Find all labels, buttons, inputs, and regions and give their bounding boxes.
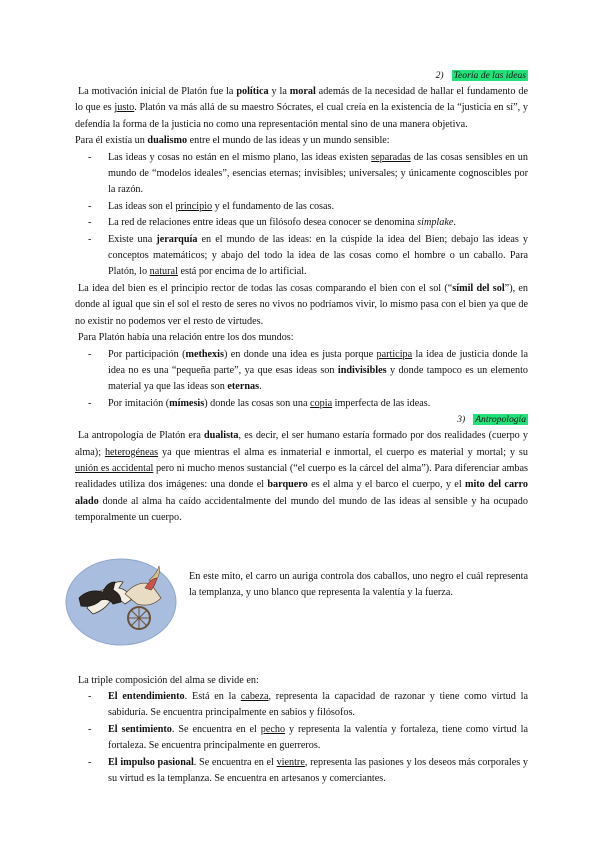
figure-caption: En este mito, el carro un auriga controla dos caballos, uno negro el cuál representa la templanza, y uno blanco que representa la valentía y la fuerza. — [189, 570, 528, 598]
section-heading-ideas: 2) Teoría de las ideas — [435, 70, 526, 81]
list-soul-parts — [75, 689, 528, 787]
chariot-figure — [75, 558, 528, 646]
section-heading-anthropology: 3) Antropología — [457, 414, 526, 426]
list-item: - El impulso pasional. Se encuentra en el vientre, representa las pasiones y los deseos más corporales y su virtud es la templanza. Se encuentra en artesanos y comerciantes. — [88, 756, 528, 784]
paragraph-motivation: La motivación inicial de Platón fue la política y la moral además de la necesidad de hallar el fundamento de lo que es justo. Platón va más allá de su maestro Sócrates, el cual creía en la existencia de la “justicia en sí”, y defendía la forma de la justicia no como una representación mental sino de una manera objetiva. — [75, 86, 528, 130]
list-item: - Existe una jerarquía en el mundo de las ideas: en la cúspide la idea del Bien; debajo las ideas y conceptos matemáticos; y abajo del todo la idea de las cosas como el hombre o un caballo. Para Platón, lo natural está por encima de lo artificial. — [88, 233, 528, 278]
list-item: - El entendimiento. Está en la cabeza, representa la capacidad de razonar y tiene como virtud la sabiduría. Se encuentra principalmente en sabios y filósofos. — [88, 690, 528, 719]
paragraph-anthropology: La antropología de Platón era dualista, es decir, el ser humano estaría formado por dos realidades (cuerpo y alma); heterogéneas ya que mientras el alma es inmaterial e inmortal, el cuerpo es material y mortal; y su unión es accidental pero ni mucho menos sustancial (“el cuerpo es la cárcel del alma”). Para diferenciar ambas realidades utiliza dos imágenes: una donde el barquero es el alma y el barco el cuerpo, y el mito del carro alado donde al alma ha caído accidentalmente del mundo del mundo de las ideas al sensible y ha ocupado temporalmente un cuerpo. — [75, 430, 528, 524]
list-item: - La red de relaciones entre ideas que un filósofo desea conocer se denomina simplake. — [88, 217, 456, 229]
list-item: - Por imitación (mímesis) donde las cosas son una copia imperfecta de las ideas. — [88, 397, 431, 409]
paragraph-soul-parts: La triple composición del alma se divide en: — [78, 674, 259, 686]
list-item: - El sentimiento. Se encuentra en el pecho y representa la valentía y fortaleza, tiene como virtud la fortaleza. Se encuentra principalmente en guerreros. — [88, 723, 528, 752]
list-item: - Las ideas y cosas no están en el mismo plano, las ideas existen separadas de las cosas sensibles en un mundo de “modelos ideales”, esencias eternas; invisibles; universales; y únicamente cognoscibles por la razón. — [88, 151, 528, 196]
list-relation — [75, 347, 528, 413]
chariot-illustration — [65, 558, 177, 646]
list-dualism — [75, 150, 528, 281]
paragraph-sun-simile: La idea del bien es el principio rector de todas las cosas comparando el bien con el sol (“símil del sol”), en donde al igual que sin el sol el resto de seres no vivos no podríamos vivir, lo mismo pasa con el bien ya que de no existir no podemos ver el resto de virtudes. — [75, 282, 529, 327]
list-item: - Las ideas son el principio y el fundamento de las cosas. — [88, 200, 335, 212]
section-title: Antropología — [475, 414, 526, 426]
document-page — [75, 68, 528, 787]
paragraph-dualism: Para él existía un dualismo entre el mundo de las ideas y un mundo sensible: — [75, 135, 390, 147]
paragraph-relation: Para Platón había una relación entre los dos mundos: — [78, 332, 294, 344]
list-item: - Por participación (methexis) en donde una idea es justa porque participa la idea de justicia donde la idea no es una “pequeña parte”, ya que esas ideas son indivisibles y donde tampoco es un elemento material ya que las ideas son eternas. — [88, 348, 528, 393]
section-title: Teoría de las ideas — [453, 70, 526, 81]
